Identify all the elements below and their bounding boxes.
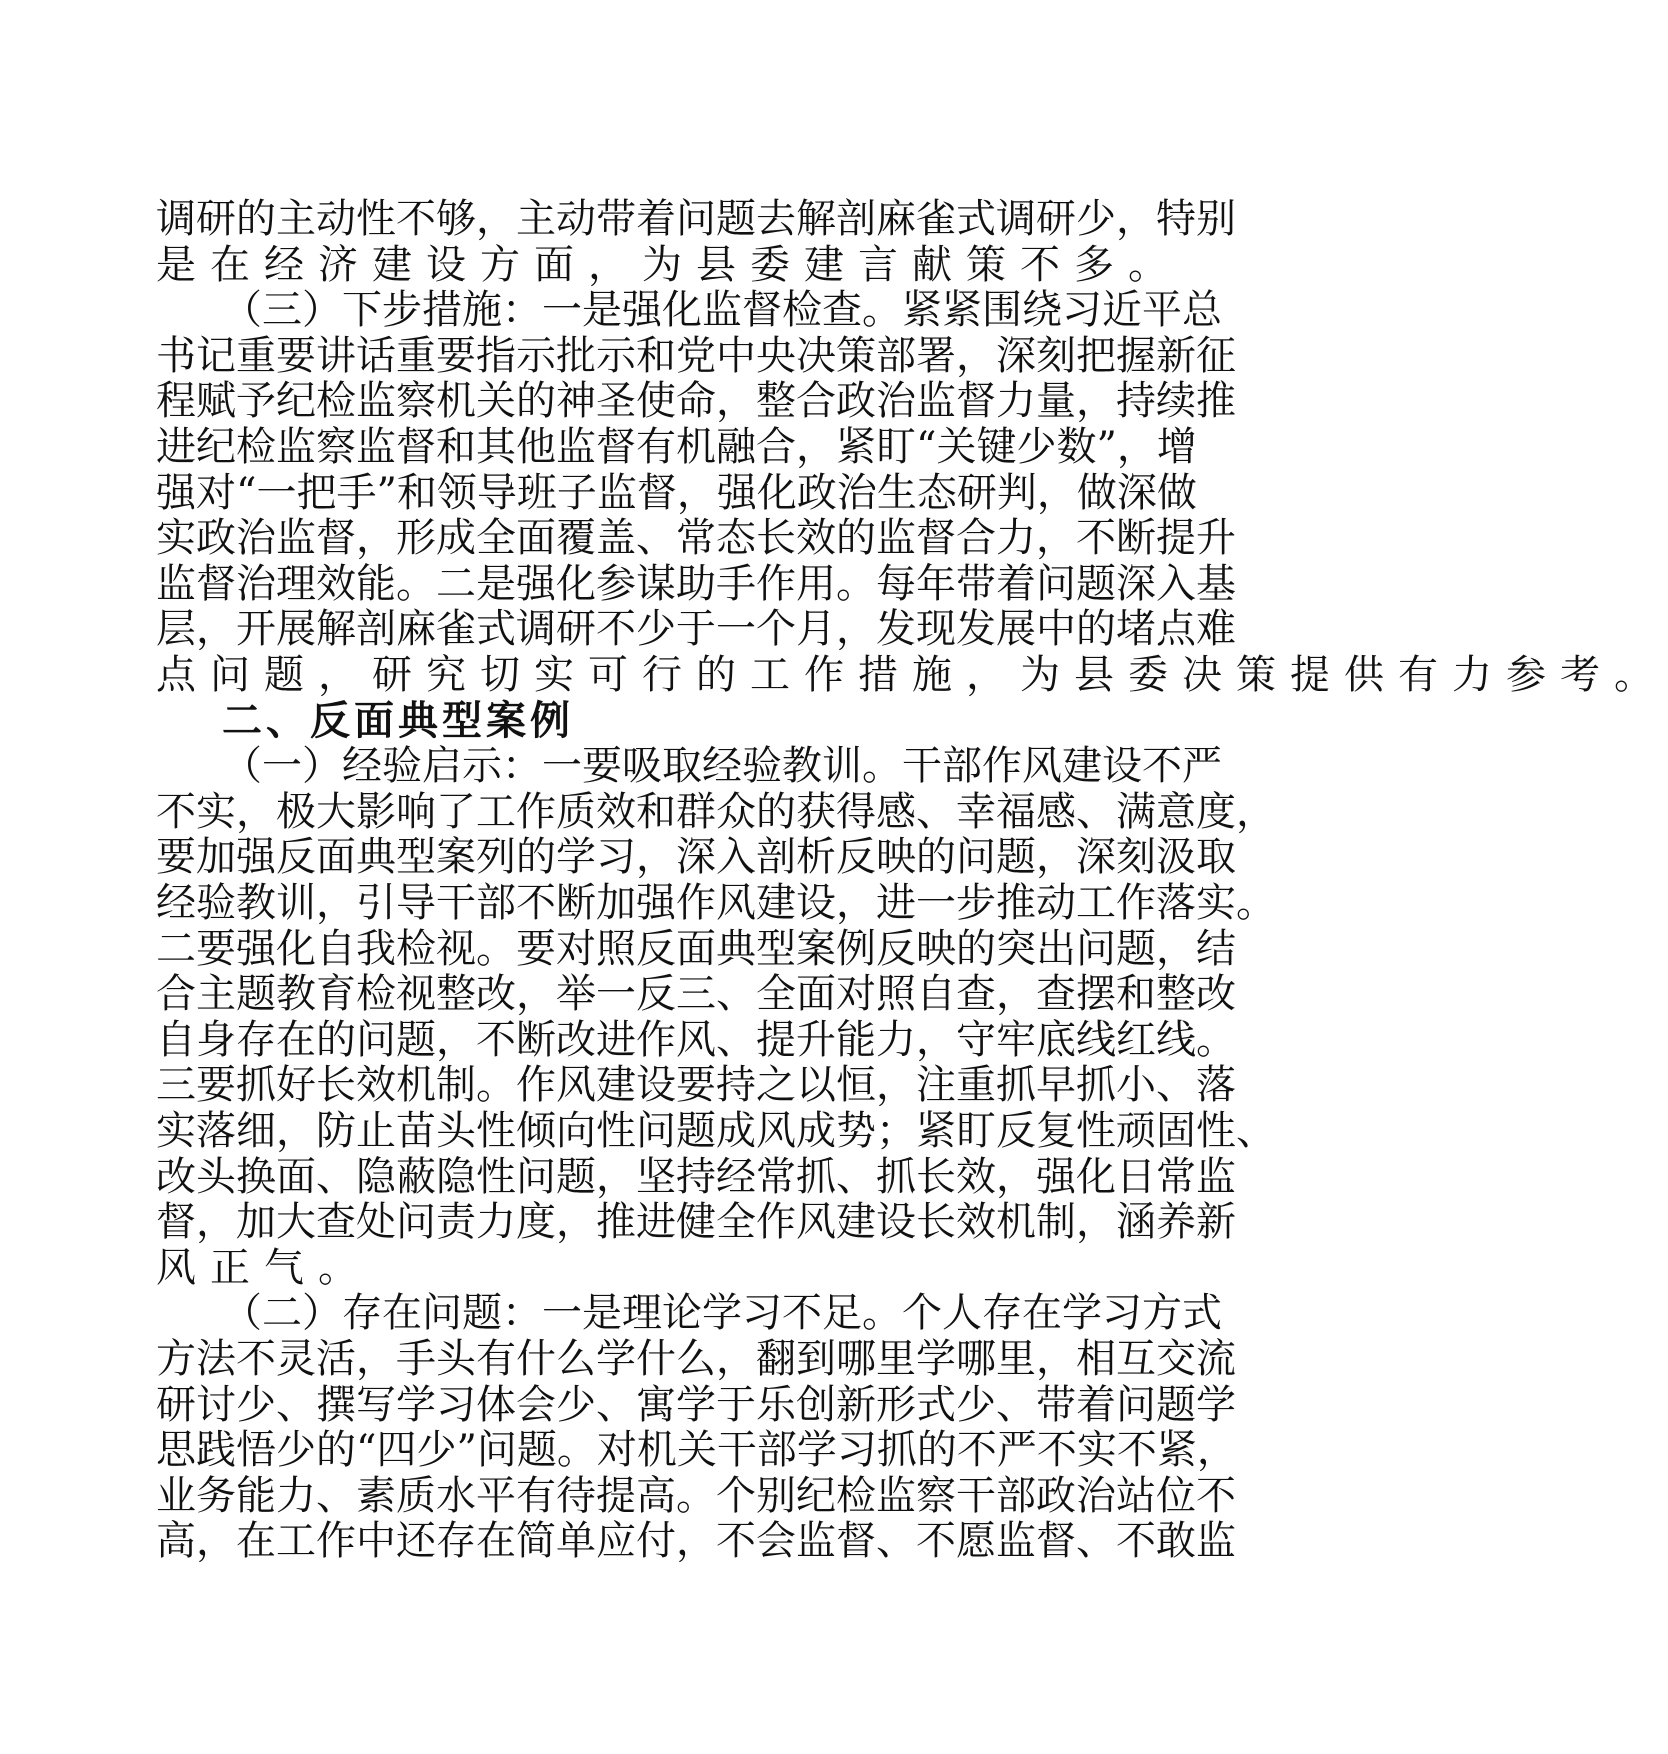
paragraph-line: 不实，极大影响了工作质效和群众的获得感、幸福感、满意度，	[156, 788, 1276, 835]
paragraph-line: 改头换面、隐蔽隐性问题，坚持经常抓、抓长效，强化日常监	[156, 1153, 1236, 1200]
paragraph-line: （一）经验启示：一要吸取经验教训。干部作风建设不严	[222, 743, 1222, 790]
paragraph-line: 书记重要讲话重要指示批示和党中央决策部署，深刻把握新征	[156, 332, 1236, 379]
paragraph-line: 实落细，防止苗头性倾向性问题成风成势；紧盯反复性顽固性、	[156, 1108, 1276, 1154]
paragraph-line: （三）下步措施：一是强化监督检查。紧紧围绕习近平总	[222, 287, 1222, 334]
paragraph-line: 层，开展解剖麻雀式调研不少于一个月，发现发展中的堵点难	[156, 606, 1236, 653]
paragraph-line: 调研的主动性不够，主动带着问题去解剖麻雀式调研少，特别	[156, 196, 1236, 242]
paragraph-line: 方法不灵活，手头有什么学什么，翻到哪里学哪里，相互交流	[156, 1336, 1236, 1382]
paragraph-line: 二要强化自我检视。要对照反面典型案例反映的突出问题，结	[156, 925, 1236, 972]
paragraph-line: 业务能力、素质水平有待提高。个别纪检监察干部政治站位不	[156, 1472, 1236, 1519]
paragraph-line: 督，加大查处问责力度，推进健全作风建设长效机制，涵养新	[156, 1199, 1236, 1246]
paragraph-line: 点问题，研究切实可行的工作措施，为县委决策提供有力参考。	[156, 652, 1668, 698]
paragraph-line: 三要抓好长效机制。作风建设要持之以恒，注重抓早抓小、落	[156, 1062, 1236, 1109]
paragraph-line: 自身存在的问题，不断改进作风、提升能力，守牢底线红线。	[156, 1016, 1236, 1063]
paragraph-line: 是在经济建设方面，为县委建言献策不多。	[156, 241, 1182, 288]
paragraph-line: 高，在工作中还存在简单应付，不会监督、不愿监督、不敢监	[156, 1518, 1236, 1565]
paragraph-line: 程赋予纪检监察机关的神圣使命，整合政治监督力量，持续推	[156, 378, 1236, 425]
paragraph-line: 合主题教育检视整改，举一反三、全面对照自查，查摆和整改	[156, 971, 1236, 1018]
paragraph-line: 监督治理效能。二是强化参谋助手作用。每年带着问题深入基	[156, 560, 1236, 607]
section-heading: 二、反面典型案例	[222, 697, 574, 744]
paragraph-line: 强对“一把手”和领导班子监督，强化政治生态研判，做深做	[156, 469, 1197, 516]
paragraph-line: 研讨少、撰写学习体会少、寓学于乐创新形式少、带着问题学	[156, 1381, 1236, 1428]
paragraph-line: 要加强反面典型案列的学习，深入剖析反映的问题，深刻汲取	[156, 834, 1236, 881]
paragraph-line: 思践悟少的“四少”问题。对机关干部学习抓的不严不实不紧，	[156, 1427, 1237, 1474]
paragraph-line: 经验教训，引导干部不断加强作风建设，进一步推动工作落实。	[156, 880, 1276, 926]
paragraph-line: （二）存在问题：一是理论学习不足。个人存在学习方式	[222, 1290, 1222, 1337]
paragraph-line: 进纪检监察监督和其他监督有机融合，紧盯“关键少数”，增	[156, 424, 1197, 470]
paragraph-line: 风正气。	[156, 1244, 372, 1291]
paragraph-line: 实政治监督，形成全面覆盖、常态长效的监督合力，不断提升	[156, 515, 1236, 562]
